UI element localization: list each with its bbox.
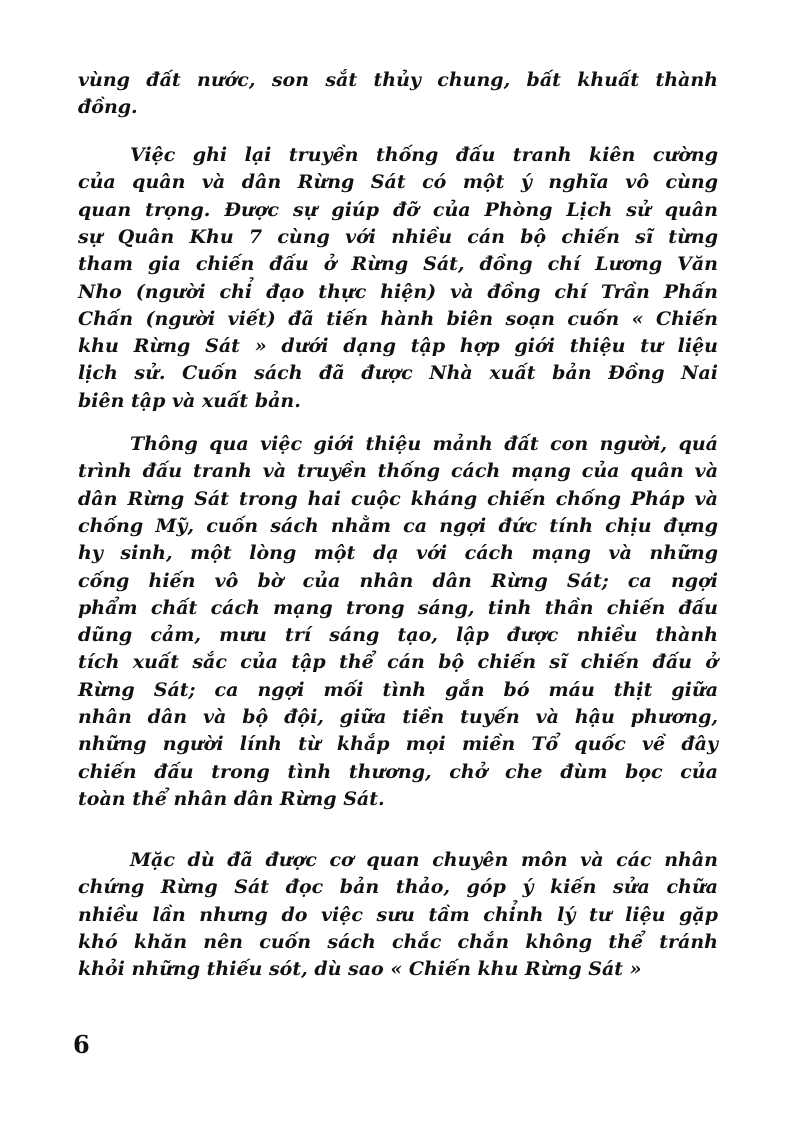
page-number: 6	[73, 1030, 90, 1059]
text-line: Rừng Sát; ca ngợi mối tình gắn bó máu thịt giữa	[78, 678, 718, 701]
text-line: nhiều lần nhưng do việc sưu tầm chỉnh lý tư liệu gặp	[78, 903, 718, 926]
text-line: dân Rừng Sát trong hai cuộc kháng chiến chống Pháp và	[78, 487, 718, 510]
text-line: chiến đấu trong tình thương, chở che đùm bọc của	[78, 760, 718, 783]
text-line: hy sinh, một lòng một dạ với cách mạng và những	[78, 542, 718, 565]
text-line: toàn thể nhân dân Rừng Sát.	[78, 787, 385, 810]
text-line: vùng đất nước, son sắt thủy chung, bất khuất thành	[78, 69, 718, 91]
text-line: Việc ghi lại truyền thống đấu tranh kiên cường	[130, 144, 718, 166]
text-line: trình đấu tranh và truyền thống cách mạng của quân và	[78, 460, 718, 483]
text-line: Chấn (người viết) đã tiến hành biên soạn cuốn « Chiến	[78, 307, 718, 330]
text-line: tích xuất sắc của tập thể cán bộ chiến sĩ chiến đấu ở	[78, 651, 718, 674]
text-line: những người lính từ khắp mọi miền Tổ quốc về đây	[78, 733, 718, 756]
text-line: phẩm chất cách mạng trong sáng, tinh thần chiến đấu	[78, 596, 718, 619]
text-line: nhân dân và bộ đội, giữa tiền tuyến và hậu phương,	[78, 706, 718, 728]
text-line: của quân và dân Rừng Sát có một ý nghĩa vô cùng	[78, 171, 718, 194]
text-line: tham gia chiến đấu ở Rừng Sát, đồng chí Lương Văn	[78, 253, 718, 276]
text-line: sự Quân Khu 7 cùng với nhiều cán bộ chiến sĩ từng	[78, 225, 718, 248]
text-line: Thông qua việc giới thiệu mảnh đất con người, quá	[130, 433, 718, 455]
text-line: Nho (người chỉ đạo thực hiện) và đồng chí Trần Phấn	[78, 280, 718, 303]
text-line: khỏi những thiếu sót, dù sao « Chiến khu Rừng Sát »	[78, 958, 642, 981]
text-line: Mặc dù đã được cơ quan chuyên môn và các nhân	[130, 849, 718, 871]
text-line: chứng Rừng Sát đọc bản thảo, góp ý kiến sửa chữa	[78, 876, 718, 899]
text-line: biên tập và xuất bản.	[78, 389, 301, 412]
text-line: dũng cảm, mưu trí sáng tạo, lập được nhiều thành	[78, 624, 718, 647]
text-line: khó khăn nên cuốn sách chắc chắn không thể tránh	[78, 930, 718, 953]
text-line: lịch sử. Cuốn sách đã được Nhà xuất bản Đồng Nai	[78, 362, 718, 385]
text-line: quan trọng. Được sự giúp đỡ của Phòng Lịch sử quân	[78, 198, 718, 221]
text-line: đồng.	[78, 96, 138, 119]
text-line: chống Mỹ, cuốn sách nhằm ca ngợi đức tính chịu đựng	[78, 514, 718, 537]
text-line: cống hiến vô bờ của nhân dân Rừng Sát; ca ngợi	[78, 569, 718, 592]
text-line: khu Rừng Sát » dưới dạng tập hợp giới thiệu tư liệu	[78, 335, 718, 358]
